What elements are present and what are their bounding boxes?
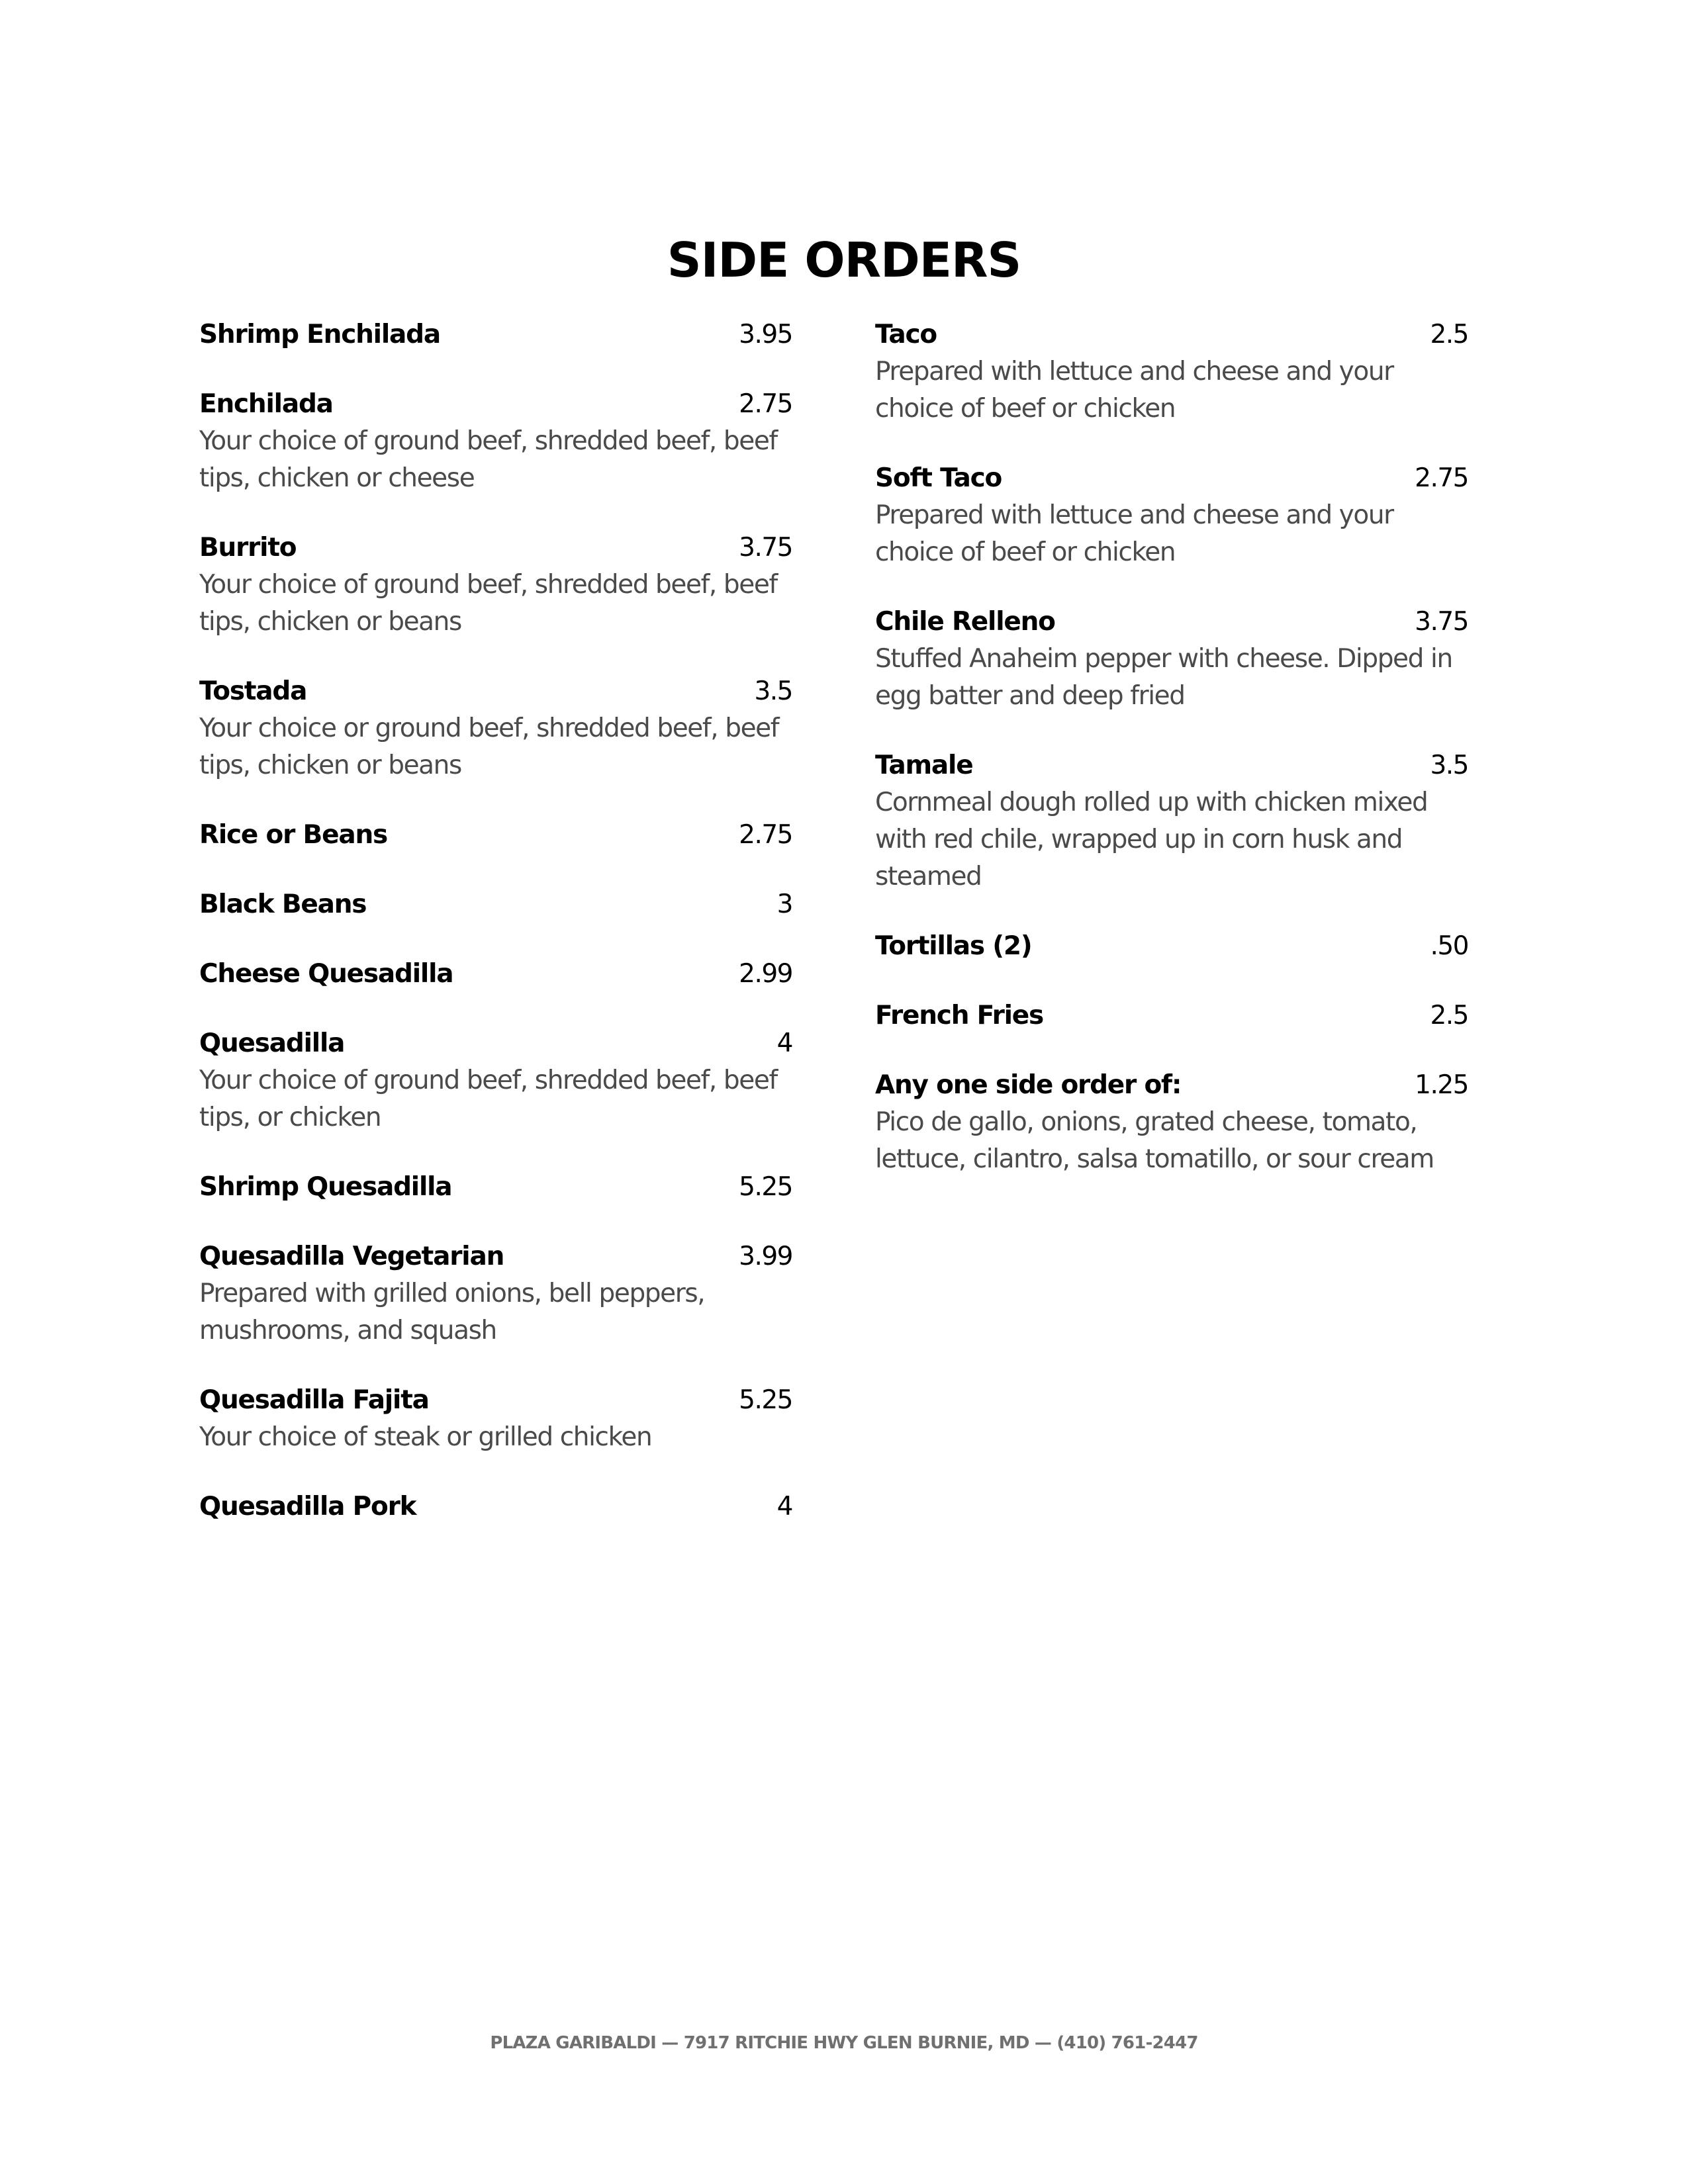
item-name: Tostada [199, 676, 307, 706]
item-price: 4 [776, 1028, 792, 1058]
menu-item [199, 956, 792, 993]
item-name: Enchilada [199, 389, 333, 419]
item-price: 2.5 [1430, 320, 1468, 349]
menu-item [875, 604, 1468, 715]
menu-item [875, 997, 1468, 1034]
menu-item [199, 817, 792, 854]
item-price: 3.75 [1415, 607, 1468, 637]
menu-item [199, 1169, 792, 1206]
item-name: Tamale [875, 751, 973, 780]
item-price: 4 [776, 1492, 792, 1522]
item-price: 2.99 [739, 959, 792, 989]
item-price: 5.25 [739, 1385, 792, 1415]
menu-item [875, 747, 1468, 895]
item-name: Shrimp Quesadilla [199, 1172, 452, 1202]
item-price: 2.75 [1415, 463, 1468, 493]
item-price: 1.25 [1415, 1070, 1468, 1100]
right-menu-column [875, 316, 1468, 1210]
menu-item [875, 316, 1468, 428]
item-name: Rice or Beans [199, 820, 388, 850]
menu-item [875, 460, 1468, 571]
item-description: Your choice of steak or grilled chicken [199, 1422, 652, 1452]
item-name: Quesadilla Fajita [199, 1385, 429, 1415]
item-price: .50 [1430, 931, 1468, 961]
item-description: Cornmeal dough rolled up with chicken mixed with red chile, wrapped up in corn husk and steamed [875, 788, 1428, 891]
restaurant-footer: PLAZA GARIBALDI — 7917 RITCHIE HWY GLEN BURNIE, MD — (410) 761-2447 [490, 2033, 1198, 2053]
item-description: Prepared with lettuce and cheese and your choice of beef or chicken [875, 357, 1393, 424]
item-price: 2.75 [739, 820, 792, 850]
item-description: Stuffed Anaheim pepper with cheese. Dipped in egg batter and deep fried [875, 644, 1452, 711]
item-name: Chile Relleno [875, 607, 1055, 637]
item-description: Your choice of ground beef, shredded beef, beef tips, chicken or cheese [199, 426, 777, 493]
item-price: 2.5 [1430, 1001, 1468, 1030]
item-name: Tortillas (2) [875, 931, 1032, 961]
item-description: Your choice or ground beef, shredded beef, beef tips, chicken or beans [199, 713, 779, 780]
item-price: 3.5 [1430, 751, 1468, 780]
item-price: 3 [776, 889, 792, 919]
item-name: Quesadilla Vegetarian [199, 1242, 504, 1271]
menu-item [199, 1382, 792, 1456]
menu-item [199, 1025, 792, 1136]
item-name: French Fries [875, 1001, 1044, 1030]
item-price: 3.99 [739, 1242, 792, 1271]
item-name: Burrito [199, 533, 297, 563]
menu-item [875, 928, 1468, 965]
page-title: SIDE ORDERS [667, 232, 1021, 289]
item-price: 3.95 [739, 320, 792, 349]
item-price: 3.75 [739, 533, 792, 563]
item-price: 5.25 [739, 1172, 792, 1202]
menu-item [199, 1238, 792, 1349]
menu-item [199, 529, 792, 641]
menu-item [199, 673, 792, 784]
menu-item [199, 1488, 792, 1525]
menu-item [199, 386, 792, 497]
item-name: Shrimp Enchilada [199, 320, 440, 349]
item-description: Your choice of ground beef, shredded beef, beef tips, chicken or beans [199, 570, 777, 637]
item-name: Black Beans [199, 889, 367, 919]
item-description: Prepared with grilled onions, bell peppers, mushrooms, and squash [199, 1279, 705, 1345]
item-name: Quesadilla Pork [199, 1492, 416, 1522]
item-name: Taco [875, 320, 937, 349]
item-name: Quesadilla [199, 1028, 345, 1058]
item-name: Soft Taco [875, 463, 1002, 493]
item-price: 3.5 [754, 676, 792, 706]
item-name: Cheese Quesadilla [199, 959, 453, 989]
left-menu-column [199, 316, 792, 1558]
menu-item [199, 316, 792, 353]
item-description: Your choice of ground beef, shredded beef, beef tips, or chicken [199, 1066, 777, 1132]
item-name: Any one side order of: [875, 1070, 1182, 1100]
item-price: 2.75 [739, 389, 792, 419]
menu-item [875, 1067, 1468, 1178]
menu-item [199, 886, 792, 923]
item-description: Pico de gallo, onions, grated cheese, tomato, lettuce, cilantro, salsa tomatillo, or sour cream [875, 1107, 1434, 1174]
item-description: Prepared with lettuce and cheese and your choice of beef or chicken [875, 500, 1393, 567]
